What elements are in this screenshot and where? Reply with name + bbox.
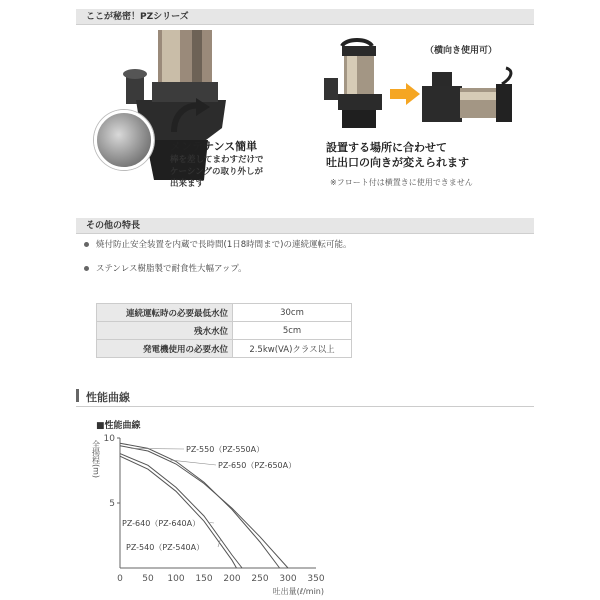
bullet-icon [84, 266, 89, 271]
x-tick-label: 100 [167, 574, 185, 584]
spec-label: 連続運転時の必要最低水位 [97, 304, 233, 322]
install-orientation-text [326, 140, 469, 170]
spec-label: 発電機使用の必要水位 [97, 340, 233, 358]
spec-value: 5cm [233, 322, 352, 340]
performance-chart [76, 428, 336, 600]
table-row [97, 322, 352, 340]
arrow-right-icon [390, 83, 420, 105]
spec-value: 30cm [233, 304, 352, 322]
maintenance-desc-line: 出来ます [170, 179, 205, 189]
spec-table [96, 303, 352, 358]
performance-section-heading [76, 385, 534, 407]
heading-accent-bar [76, 389, 79, 402]
bullet-icon [84, 242, 89, 247]
install-line: 設置する場所に合わせて [326, 141, 447, 154]
chart-heading: ■性能曲線 [96, 421, 141, 431]
series-label: PZ-540（PZ-540A） [126, 543, 205, 552]
series-leader-line [218, 538, 221, 547]
x-tick-label: 350 [307, 574, 325, 584]
x-tick-label: 250 [251, 574, 269, 584]
y-axis-label: 全揚程(m) [91, 440, 101, 479]
x-tick-label: 50 [142, 574, 154, 584]
maintenance-detail-photo [94, 110, 154, 170]
table-row [97, 304, 352, 322]
series-leader-line [210, 523, 214, 524]
spec-label: 残水水位 [97, 322, 233, 340]
feature-text: 焼付防止安全装置を内蔵で長時間(1日8時間まで)の連続運転可能。 [96, 240, 352, 250]
install-line: 吐出口の向きが変えられます [326, 156, 469, 169]
x-tick-label: 200 [223, 574, 241, 584]
maintenance-desc-line: ケーシングの取り外しが [170, 167, 263, 177]
series-label: PZ-550（PZ-550A） [186, 445, 265, 454]
feature-item [84, 238, 351, 250]
performance-heading-text: 性能曲線 [86, 391, 130, 404]
series-label: PZ-650（PZ-650A） [218, 461, 297, 470]
maintenance-description [170, 154, 290, 190]
x-tick-label: 150 [195, 574, 213, 584]
x-axis-label: 吐出量(ℓ/min) [272, 587, 324, 596]
feature-text: ステンレス樹脂製で耐食性大幅アップ。 [96, 264, 247, 274]
table-row [97, 340, 352, 358]
y-tick-label: 5 [109, 499, 115, 509]
feature-item [84, 262, 247, 274]
maintenance-desc-line: 棒を差してまわすだけで [170, 155, 264, 165]
x-tick-label: 300 [279, 574, 297, 584]
maintenance-title: メンテナンス簡単 [170, 140, 258, 153]
pump-photo-horizontal [420, 62, 516, 132]
horizontal-use-label: （横向き使用可） [425, 46, 498, 56]
float-note: ※フロート付は横置きに使用できません [330, 178, 473, 187]
x-tick-label: 0 [117, 574, 123, 584]
y-tick-label: 10 [103, 434, 115, 444]
section-heading-features: その他の特長 [76, 218, 534, 234]
section-heading-secret: ここが秘密！PZシリーズ [76, 9, 534, 25]
spec-value: 2.5kw(VA)クラス以上 [233, 340, 352, 358]
pump-photo-vertical [316, 38, 394, 130]
rotation-arrow-icon [168, 96, 212, 136]
series-label: PZ-640（PZ-640A） [122, 519, 201, 528]
